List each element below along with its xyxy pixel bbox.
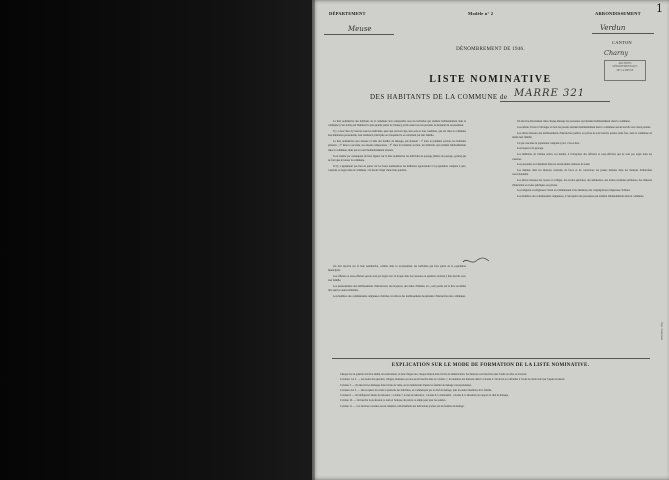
explanation-paragraph: Colonne 10. — On inscrira la profession, le nom et l'adresse du patron ou employeur pour les salariés.	[340, 399, 447, 403]
arrondissement-rule	[592, 33, 654, 34]
arrondissement-value: Verdun	[600, 24, 626, 32]
section-divider	[332, 358, 650, 359]
explanation-body	[334, 373, 654, 410]
commune-rule	[500, 101, 610, 102]
dark-background-left	[0, 0, 312, 480]
ornament-flourish	[462, 256, 490, 266]
explanation-paragraph: Colonnes 4 et 5. — On recopiera les noms et prénoms des individus, en commençant par le chef de ménage, puis les autres membres de la famille.	[340, 388, 492, 392]
right-paragraph: Les religieux et religieuses vivant en communauté et les membres des congrégations religieuses cloîtrées.	[517, 189, 631, 193]
page-title: LISTE NOMINATIVE	[429, 74, 552, 85]
right-paragraph: Les personnes en traitement dans les sanatoriums, maisons de santé.	[517, 163, 591, 167]
left-lower-paragraph: Les pensionnaires des établissements d'instruction, des hospices, des asiles d'aliénés, etc., sont portés sur la liste au même titre que les autres habitants.	[328, 285, 466, 293]
right-paragraph: Les détenus dans les maisons centrales de force et de correction, les jeunes détenus dans les maisons d'éducation correctionnelle.	[512, 169, 652, 177]
instructions-left-column	[328, 120, 466, 175]
right-paragraph: Les membres des communautés religieuses, à l'exception des personnes qui résident habituellement dans la commune.	[517, 195, 645, 199]
departement-value: Meuse	[348, 25, 372, 33]
left-paragraph: La liste nominative sera dressée à l'aide des feuilles de ménage, qui donnent : 1° dans la première section, les habitants présents ; 2° dans la seconde, les absents temporaires ; 3° dans la troisième section, les habitants qui résident habituellement dans la commune, mais qui en sont momentanément absents.	[328, 140, 466, 152]
stamp-line-1: ARCHIVES	[618, 62, 632, 65]
page-fold-shadow	[312, 0, 315, 480]
commune-value: MARRE 321	[514, 88, 586, 99]
left-lower-paragraph: Les membres des communautés religieuses cloîtrées, les élèves des établissements hospitaliers d'instruction des communes.	[333, 295, 466, 299]
right-paragraph: Les élèves internes des établissements d'instruction publics ou privés ne sont inscrits qu'une seule fois, dans la commune où réside leur famille.	[512, 131, 652, 139]
left-paragraph: La liste nominative des habitants de la commune doit comprendre tous les individus qui résident habituellement dans la commune (c'est-à-dire qui l'habitent la plus grande partie de l'année), qu'ils soient ou non présents au moment du recensement.	[328, 120, 466, 128]
printer-side-note: Imp. Nationale	[660, 322, 664, 340]
document-page	[312, 0, 669, 480]
left-paragraph: Il y a donc lieu d'y inscrire tous les individus, quel que soit leur âge, leur sexe et leur condition, qui ont dans la commune leur habitation personnelle, leur résidence principale ou à laquelle ils se rattachent par leur famille.	[328, 130, 466, 138]
left-paragraph: Il est inutile par conséquent de faire figurer sur la liste nominative les individus de passage (hôtels de passage, garnis) qui ne font que traverser la commune.	[328, 154, 466, 162]
right-paragraph: Les hospices de passage.	[517, 147, 544, 151]
explanation-paragraph: Colonne 6. — On indiquera l'année de naissance ; colonne 7, le lieu de naissance ; colonne 8, la nationalité ; colonne 9, la situation par rapport au chef de ménage.	[340, 394, 509, 398]
right-paragraph: On inscrira directement dans chaque ménage les personnes qui résident habituellement dans la commune.	[517, 120, 631, 123]
arrondissement-label: ARRONDISSEMENT	[595, 11, 641, 16]
explanation-paragraph: Colonnes 1 et 2. — Les noms des quartiers, villages, hameaux ou rues seront inscrits dans la colonne 1 ; les numéros des maisons dans la colonne 2. On devra se conformer à l'ordre de visite suivi par l'agent recenseur.	[340, 378, 565, 382]
left-lower-paragraph: On doit inscrire sur la liste nominative, comme dans le recensement, les individus qui font partie de la population municipale.	[328, 265, 466, 273]
stamp-line-3: DE LA MEUSE	[616, 68, 634, 72]
modele-label: Modèle n° 2	[468, 11, 494, 16]
page-corner-number: 1	[656, 2, 663, 15]
stamp-line-2: DÉPARTEMENTALES	[612, 65, 638, 69]
canton-label: CANTON	[612, 40, 632, 45]
left-lower-paragraph: Les officiers et sous-officiers qui ne sont pas logés avec la troupe dans les casernes ou quartiers doivent y être inscrits avec leur famille.	[328, 275, 466, 283]
denombrement-heading: DÉNOMBREMENT DE 1946.	[456, 47, 525, 52]
departement-rule	[324, 34, 394, 35]
explanation-paragraph: Colonne 11. — Ces diverses colonnes seront remplies conformément aux indications portées sur les feuilles de ménage.	[340, 404, 465, 408]
right-paragraph: Les enfants vivant à l'étranger et dont les parents résident habituellement dans la commune seront inscrits avec leurs parents.	[517, 125, 651, 129]
explanation-heading: EXPLICATION SUR LE MODE DE FORMATION DE LA LISTE NOMINATIVE.	[391, 363, 590, 368]
explanation-paragraph: Colonne 3. — On inscrira les ménages dans l'ordre de visite, en les numérotant d'après les feuilles de ménage correspondantes.	[340, 383, 472, 387]
departement-label: DÉPARTEMENT	[329, 11, 366, 16]
page-subtitle: DES HABITANTS DE LA COMMUNE de	[370, 93, 508, 101]
left-paragraph: Il n'y a également pas lieu de porter sur les listes nominatives les militaires appartenant à la population comptée à part, casernés ou logés dans la commune ; ils feront l'objet d'une liste spéciale.	[328, 164, 466, 172]
canton-value: Charny	[604, 49, 629, 57]
right-paragraph: Les élèves internes des lycées et collèges, des écoles spéciales, des séminaires, des écoles normales primaires, des maisons d'éducation et écoles publiques ou privées.	[512, 179, 652, 187]
instructions-left-column-lower	[328, 265, 466, 301]
explanation-paragraph: Chaque rue ou quartier doit être étudié successivement, et dans chaque rue, chaque maison dans l'ordre de numérotation. Les maisons sont inscrites dans l'ordre où elles se trouvent.	[340, 373, 527, 376]
right-paragraph: Les militaires de l'armée active, les marins, à l'exception des officiers et sous-officiers qui ne sont pas logés dans les casernes.	[512, 153, 652, 161]
right-paragraph: Ce qui concerne la population comptée à part, c'est-à-dire :	[517, 141, 581, 145]
instructions-right-column	[512, 120, 652, 201]
